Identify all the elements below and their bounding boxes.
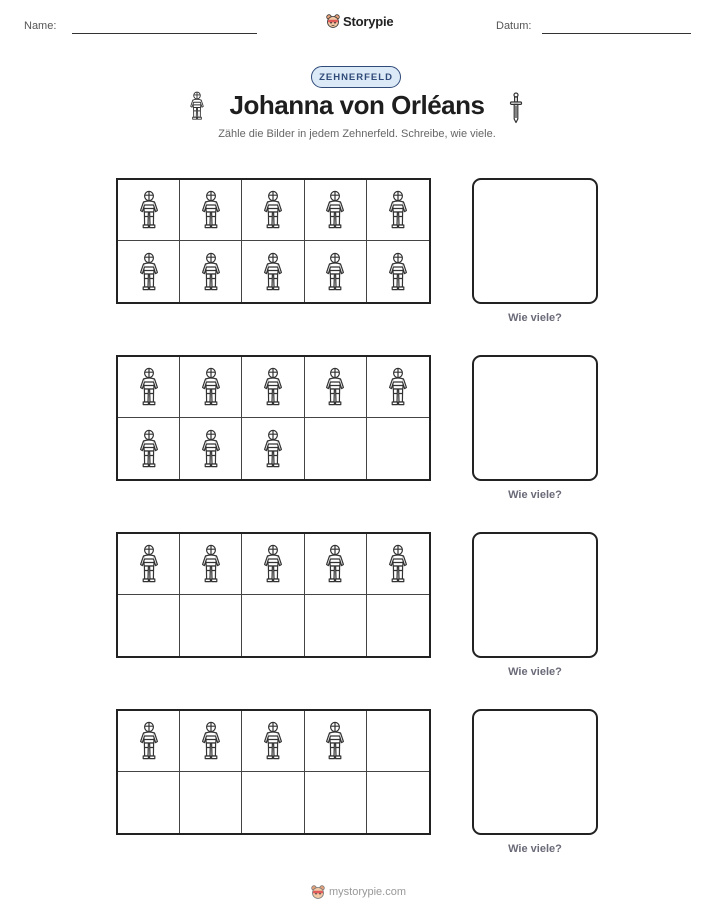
knight-icon xyxy=(199,367,223,407)
ten-frame-cell xyxy=(367,772,429,833)
ten-frame-cell xyxy=(242,772,304,833)
ten-frame-cell xyxy=(118,357,180,418)
ten-frame-cell xyxy=(118,711,180,772)
knight-icon xyxy=(386,367,410,407)
answer-box[interactable] xyxy=(472,709,598,835)
date-label: Datum: xyxy=(496,20,532,32)
knight-icon xyxy=(137,367,161,407)
knight-icon xyxy=(261,544,285,584)
knight-icon xyxy=(386,252,410,292)
ten-frame-cell xyxy=(367,357,429,418)
date-line[interactable] xyxy=(542,33,691,34)
ten-frame-cell xyxy=(118,534,180,595)
knight-icon xyxy=(199,429,223,469)
ten-frame-cell xyxy=(180,418,242,479)
answer-box[interactable] xyxy=(472,355,598,481)
knight-icon xyxy=(199,721,223,761)
knight-icon xyxy=(137,544,161,584)
ten-frame-cell xyxy=(242,418,304,479)
ten-frame-cell xyxy=(118,241,180,302)
knight-icon xyxy=(323,544,347,584)
ten-frame-cell xyxy=(118,180,180,241)
ten-frame-cell xyxy=(180,534,242,595)
ten-frame-cell xyxy=(242,241,304,302)
ten-frame-cell xyxy=(180,180,242,241)
name-line[interactable] xyxy=(72,33,257,34)
knight-icon xyxy=(261,721,285,761)
ten-frame-cell xyxy=(118,772,180,833)
ten-frame-cell xyxy=(305,357,367,418)
knight-icon xyxy=(261,429,285,469)
ten-frame-cell xyxy=(242,711,304,772)
ten-frame-cell xyxy=(242,534,304,595)
knight-icon xyxy=(199,190,223,230)
ten-frame-cell xyxy=(305,241,367,302)
ten-frame-cell xyxy=(305,772,367,833)
answer-label: Wie viele? xyxy=(508,489,562,501)
ten-frame-cell xyxy=(180,241,242,302)
ten-frame-cell xyxy=(242,595,304,656)
ten-frame-cell xyxy=(180,772,242,833)
instructions: Zähle die Bilder in jedem Zehnerfeld. Schreibe, wie viele. xyxy=(218,128,496,140)
ten-frame-cell xyxy=(367,241,429,302)
knight-icon xyxy=(261,367,285,407)
sword-icon xyxy=(509,92,523,124)
ten-frame-cell xyxy=(118,418,180,479)
knight-icon xyxy=(199,252,223,292)
answer-box[interactable] xyxy=(472,532,598,658)
storypie-logo-icon xyxy=(311,884,325,900)
ten-frame-cell xyxy=(305,418,367,479)
ten-frame xyxy=(116,178,431,304)
knight-icon xyxy=(323,190,347,230)
knight-icon xyxy=(323,367,347,407)
ten-frame-cell xyxy=(367,534,429,595)
name-label: Name: xyxy=(24,20,57,32)
answer-label: Wie viele? xyxy=(508,843,562,855)
knight-icon xyxy=(137,429,161,469)
ten-frame-cell xyxy=(242,180,304,241)
footer-url[interactable]: mystorypie.com xyxy=(329,886,407,898)
ten-frame xyxy=(116,709,431,835)
storypie-logo-icon xyxy=(326,13,340,29)
ten-frame xyxy=(116,355,431,481)
ten-frame-cell xyxy=(305,534,367,595)
ten-frame-cell xyxy=(305,711,367,772)
knight-icon xyxy=(137,252,161,292)
footer xyxy=(311,884,406,900)
answer-box[interactable] xyxy=(472,178,598,304)
brand xyxy=(326,13,393,29)
knight-icon xyxy=(386,544,410,584)
ten-frame-cell xyxy=(180,711,242,772)
sword-icon xyxy=(509,92,523,129)
knight-icon xyxy=(199,544,223,584)
knight-icon xyxy=(261,190,285,230)
ten-frame-cell xyxy=(367,711,429,772)
knight-icon xyxy=(137,190,161,230)
knight-icon xyxy=(323,721,347,761)
ten-frame-cell xyxy=(180,357,242,418)
knight-icon xyxy=(386,190,410,230)
knight-icon xyxy=(261,252,285,292)
ten-frame-cell xyxy=(367,418,429,479)
knight-icon xyxy=(323,252,347,292)
ten-frame-cell xyxy=(118,595,180,656)
ten-frame-cell xyxy=(180,595,242,656)
answer-label: Wie viele? xyxy=(508,666,562,678)
ten-frame xyxy=(116,532,431,658)
ten-frame-cell xyxy=(242,357,304,418)
page-title: Johanna von Orléans xyxy=(229,90,485,120)
brand-name: Storypie xyxy=(343,13,394,29)
ten-frame-cell xyxy=(305,180,367,241)
ten-frame-cell xyxy=(367,180,429,241)
knight-icon xyxy=(137,721,161,761)
ten-frame-cell xyxy=(367,595,429,656)
answer-label: Wie viele? xyxy=(508,312,562,324)
worksheet-type-badge: ZEHNERFELD xyxy=(311,66,401,88)
ten-frame-cell xyxy=(305,595,367,656)
